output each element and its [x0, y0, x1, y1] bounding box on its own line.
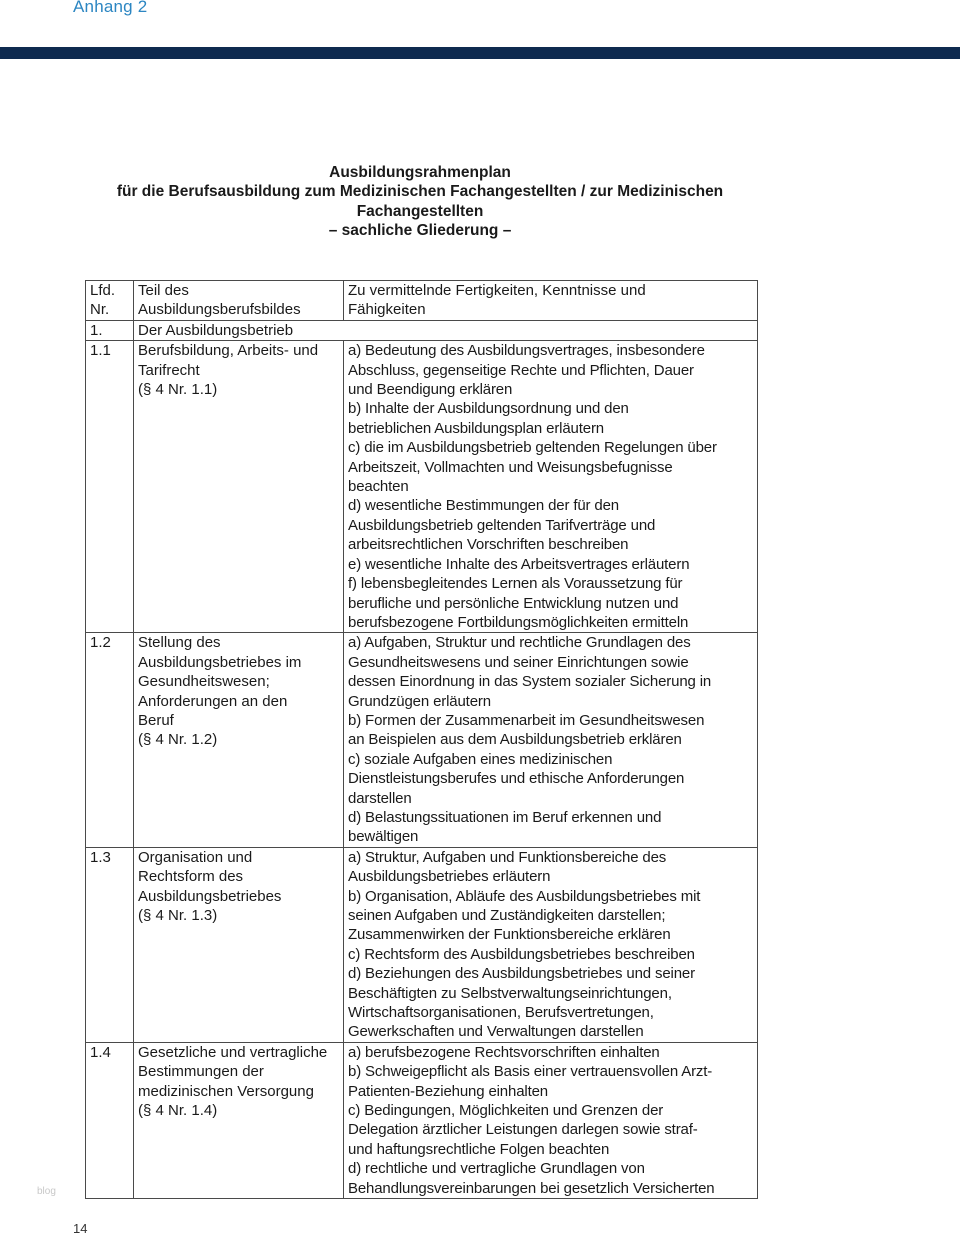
row-skills-cell [344, 341, 758, 633]
skill-line: c) Bedingungen, Möglichkeiten und Grenzen der [348, 1102, 664, 1120]
document-title [80, 163, 760, 241]
part-line: Stellung des [138, 634, 221, 652]
watermark: blog [37, 1186, 56, 1197]
section-nr-cell: 1. [86, 320, 134, 340]
table-row [86, 847, 758, 1042]
part-line: Bestimmungen der [138, 1063, 264, 1081]
row-skills-cell [344, 1042, 758, 1198]
skill-line: Beschäftigten zu Selbstverwaltungseinrichtungen, [348, 984, 672, 1002]
header-nr-line: Lfd. [90, 282, 116, 299]
skill-line: dessen Einordnung in das System sozialer Sicherung in [348, 673, 712, 691]
skill-line: Ausbildungsbetrieb geltenden Tarifverträge und [348, 516, 656, 534]
skill-line: f) lebensbegleitendes Lernen als Voraussetzung für [348, 575, 683, 593]
part-line: Berufsbildung, Arbeits- und [138, 342, 319, 360]
part-line: Ausbildungsbetriebes im [138, 653, 302, 671]
skill-line: bewältigen [348, 828, 419, 846]
part-line: Organisation und [138, 848, 253, 866]
skill-line: darstellen [348, 789, 412, 807]
skill-line: c) die im Ausbildungsbetrieb geltenden Regelungen über [348, 439, 717, 457]
skill-line: Gewerkschaften und Verwaltungen darstellen [348, 1023, 644, 1041]
skill-line: Grundzügen erläutern [348, 692, 491, 710]
skill-line: d) Beziehungen des Ausbildungsbetriebes und seiner [348, 965, 695, 983]
skill-line: an Beispielen aus dem Ausbildungsbetrieb erklären [348, 731, 682, 749]
skill-line: Wirtschaftsorganisationen, Berufsvertretungen, [348, 1004, 654, 1022]
title-line-2: für die Berufsausbildung zum Medizinischen Fachangestellten / zur Medizinischen [116, 183, 724, 201]
skill-line: b) Schweigepflicht als Basis einer vertrauensvollen Arzt- [348, 1063, 713, 1081]
skill-line: c) Rechtsform des Ausbildungsbetriebes beschreiben [348, 945, 695, 963]
skill-line: d) Belastungssituationen im Beruf erkennen und [348, 808, 662, 826]
skill-line: c) soziale Aufgaben eines medizinischen [348, 750, 613, 768]
skill-line: b) Organisation, Abläufe des Ausbildungsbetriebes mit [348, 887, 701, 905]
part-line: Ausbildungsbetriebes [138, 887, 282, 905]
header-skills-cell [344, 281, 758, 321]
skill-line: a) Struktur, Aufgaben und Funktionsbereiche des [348, 848, 667, 866]
skill-line: betrieblichen Ausbildungsplan erläutern [348, 419, 604, 437]
skill-line: Patienten-Beziehung einhalten [348, 1082, 548, 1100]
row-part-cell [134, 1042, 344, 1198]
skill-line: Abschluss, gegenseitige Rechte und Pflichten, Dauer [348, 361, 694, 379]
part-line: Beruf [138, 711, 174, 729]
part-line: (§ 4 Nr. 1.2) [138, 731, 218, 749]
skill-line: b) Formen der Zusammenarbeit im Gesundheitswesen [348, 711, 705, 729]
row-skills-cell [344, 633, 758, 847]
table-header-row [86, 281, 758, 321]
header-skills-line: Fähigkeiten [348, 301, 426, 319]
table-row [86, 341, 758, 633]
skill-line: seinen Aufgaben und Zuständigkeiten darstellen; [348, 907, 666, 924]
part-line: (§ 4 Nr. 1.1) [138, 381, 218, 399]
skill-line: arbeitsrechtlichen Vorschriften beschreiben [348, 536, 629, 554]
section-row [86, 320, 758, 340]
part-line: Gesetzliche und vertragliche [138, 1043, 328, 1061]
skill-line: a) Aufgaben, Struktur und rechtliche Grundlagen des [348, 634, 691, 652]
skill-line: b) Inhalte der Ausbildungsordnung und den [348, 400, 629, 418]
training-plan-table [85, 280, 758, 1199]
page-number: 14 [73, 1221, 88, 1236]
skill-line: Delegation ärztlicher Leistungen darlegen sowie straf- [348, 1121, 698, 1139]
part-line: Rechtsform des [138, 868, 244, 886]
row-nr-cell: 1.3 [86, 847, 134, 1042]
row-nr-cell: 1.1 [86, 341, 134, 633]
title-line-3: Fachangestellten [356, 202, 484, 220]
skill-line: Zusammenwirken der Funktionsbereiche erklären [348, 926, 671, 944]
row-part-cell [134, 847, 344, 1042]
title-line-4: – sachliche Gliederung – [328, 222, 512, 240]
skill-line: a) Bedeutung des Ausbildungsvertrages, insbesondere [348, 342, 705, 360]
skill-line: a) berufsbezogene Rechtsvorschriften einhalten [348, 1043, 660, 1061]
row-nr-cell: 1.2 [86, 633, 134, 847]
skill-line: e) wesentliche Inhalte des Arbeitsvertrages erläutern [348, 555, 690, 573]
header-part-cell [134, 281, 344, 321]
part-line: Anforderungen an den [138, 692, 288, 710]
part-line: medizinischen Versorgung [138, 1082, 314, 1100]
row-nr-cell: 1.4 [86, 1042, 134, 1198]
part-line: Tarifrecht [138, 361, 200, 379]
skill-line: und haftungsrechtliche Folgen beachten [348, 1140, 610, 1158]
skill-line: und Beendigung erklären [348, 381, 513, 399]
title-line-1: Ausbildungsrahmenplan [329, 164, 511, 181]
part-line: (§ 4 Nr. 1.3) [138, 907, 218, 924]
skill-line: Behandlungsvereinbarungen bei gesetzlich Versicherten [348, 1179, 715, 1197]
skill-line: beachten [348, 478, 409, 496]
row-part-cell [134, 341, 344, 633]
header-bar [0, 47, 960, 59]
header-part-line: Teil des [138, 282, 189, 299]
row-part-cell [134, 633, 344, 847]
row-skills-cell [344, 847, 758, 1042]
part-line: Gesundheitswesen; [138, 673, 270, 691]
header-skills-line: Zu vermittelnde Fertigkeiten, Kenntnisse und [348, 282, 646, 299]
skill-line: Dienstleistungsberufes und ethische Anforderungen [348, 770, 685, 788]
skill-line: berufsbezogene Fortbildungsmöglichkeiten ermitteln [348, 613, 689, 631]
skill-line: Gesundheitswesens und seiner Einrichtungen sowie [348, 653, 689, 671]
part-line: (§ 4 Nr. 1.4) [138, 1102, 218, 1120]
skill-line: Ausbildungsbetriebes erläutern [348, 868, 551, 886]
skill-line: Arbeitszeit, Vollmachten und Weisungsbefugnisse [348, 458, 673, 476]
skill-line: berufliche und persönliche Entwicklung nutzen und [348, 594, 679, 612]
table-row [86, 1042, 758, 1198]
skill-line: d) rechtliche und vertragliche Grundlagen von [348, 1160, 645, 1178]
table-row [86, 633, 758, 847]
header-nr-cell [86, 281, 134, 321]
section-title-cell: Der Ausbildungsbetrieb [134, 320, 758, 340]
header-nr-line: Nr. [90, 301, 110, 319]
skill-line: d) wesentliche Bestimmungen der für den [348, 497, 619, 515]
header-part-line: Ausbildungsberufsbildes [138, 301, 301, 319]
appendix-label: Anhang 2 [73, 0, 148, 16]
